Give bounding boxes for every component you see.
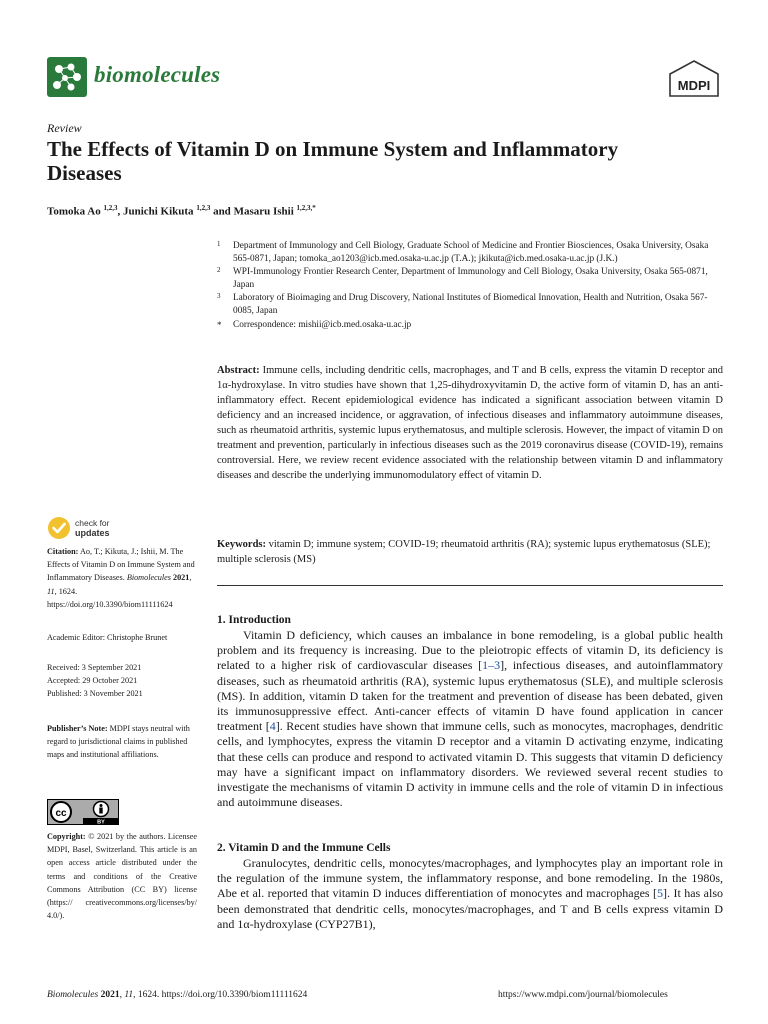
correspondence-item <box>217 319 727 332</box>
author-name: Tomoka Ao <box>47 205 101 218</box>
citation-label: Citation: <box>47 547 79 556</box>
citation-doi[interactable]: , 1624. https://doi.org/10.3390/biom11111624 <box>47 586 173 609</box>
citation-volume: 11 <box>47 586 55 596</box>
citation-year: 2021 <box>172 573 190 583</box>
abstract-text: Immune cells, including dendritic cells, macrophages, and T and B cells, express the vitamin D receptor and 1α-hydroxylase. In vitro studies have shown that 1,25-dihydroxyvitamin D, the active form of vitamin D, has an anti-inflammatory effect. Recent epidemiological evidence has indicated a significant association between vitamin D deficiency and an increased incidence, or aggravation, of infectious diseases and inflammatory autoimmune diseases, such as rheumatoid arthritis, systemic lupus erythematosus, and multiple sclerosis. However, the impact of vitamin D on treatment and prevention, particularly in infectious diseases such as the 2019 coronavirus disease (COVID-19), remains controversial. Here, we review recent evidence associated with the relationship between vitamin D and inflammatory diseases and describe the underlying immunomodulatory effect of vitamin D. <box>217 365 723 481</box>
author-separator: , <box>117 205 123 218</box>
footer-citation: Biomolecules 2021, 11, 1624. https://doi.org/10.3390/biom11111624 <box>47 990 308 1000</box>
article-title: The Effects of Vitamin D on Immune System and Inflammatory Diseases <box>47 137 619 185</box>
author-affil-marks: 1,2,3,* <box>296 204 316 212</box>
section-paragraph: Granulocytes, dendritic cells, monocytes/macrophages, and lymphocytes play an important role in the regulation of the immune system, the inflammatory response, and bone remodeling. In the 1980s, Abe et al. reported that vitamin D induces differentiation of monocytes and macrophages [5]. It has also been demonstrated that dendritic cells, monocytes/macrophages, and T and B cells express vitamin D and 1α-hydroxylase (CYP27B1), <box>217 856 723 931</box>
author-affil-marks: 1,2,3 <box>103 204 118 212</box>
dates-block <box>47 661 197 701</box>
footer-journal: Biomolecules <box>47 990 99 1000</box>
affiliation-text: WPI-Immunology Frontier Research Center, Department of Immunology and Cell Biology, Osaka University, Osaka 565-0871, Japan <box>233 267 708 290</box>
section-divider <box>217 585 723 586</box>
affiliation-text: Laboratory of Bioimaging and Drug Discovery, National Institutes of Biomedical Innovation, Health and Nutrition, Osaka 567-0085, Japan <box>233 293 708 316</box>
section-heading: 1. Introduction <box>217 614 291 626</box>
journal-logo-icon <box>47 57 87 97</box>
citation-block: Citation: Ao, T.; Kikuta, J.; Ishii, M. The Effects of Vitamin D on Immune System and Inflammatory Diseases. Biomolecules 2021, 11, 1624. https://doi.org/10.3390/biom11111624 <box>47 547 195 609</box>
abstract <box>217 363 723 483</box>
date-received: Received: 3 September 2021 <box>47 663 142 672</box>
section-heading: 2. Vitamin D and the Immune Cells <box>217 842 391 854</box>
author-list <box>47 204 316 218</box>
citation-link[interactable]: 1 <box>482 658 489 673</box>
keywords-text: vitamin D; immune system; COVID-19; rheumatoid arthritis (RA); systemic lupus erythematosus (SLE); multiple sclerosis (MS) <box>217 539 711 565</box>
section-paragraph: Vitamin D deficiency, which causes an imbalance in bone remodeling, is a global public health problem and its frequency is increasing. Due to the pleiotropic effects of vitamin D, its deficiency is related to a higher risk of cardiovascular diseases [1–3], infectious diseases, and autoinflammatory diseases, such as rheumatoid arthritis (RA), systemic lupus erythematosus (SLE), and multiple sclerosis (MS). In addition, vitamin D taken for the treatment and prevention of disease has been debated, given its immunosuppressive effect. Anti-cancer effects of vitamin D have found application in cancer treatment [4]. Recent studies have shown that immune cells, such as monocytes, macrophages, dendritic cells, and lymphocytes, express the vitamin D receptor and a vitamin D activating enzyme, indicating that these cells can produce and respond to activated vitamin D. This suggests that vitamin D deficiency may have a significant impact on inflammatory disorders. We reviewed several recent studies to investigate the mechanisms of vitamin D activity in immune cells and the role of vitamin D in infectious and autoimmune diseases. <box>217 628 724 810</box>
affiliation-item <box>217 266 727 291</box>
check-updates-line1: check for <box>75 518 110 528</box>
author-separator: and <box>210 205 234 218</box>
author-name: Masaru Ishii <box>233 205 294 218</box>
check-icon <box>48 517 70 539</box>
article-type: Review <box>47 121 82 135</box>
keywords-label: Keywords: <box>217 539 266 550</box>
citation-journal: Biomolecules <box>126 573 171 583</box>
citation-link[interactable]: 4 <box>269 719 276 734</box>
copyright-text: © 2021 by the authors. Licensee MDPI, Basel, Switzerland. This article is an open access article distributed under the terms and conditions of the Creative Commons Attribution (CC BY) license (https:// creativecommons.org/licenses/by/ 4.0/). <box>47 832 198 921</box>
check-updates-line2: updates <box>75 528 110 538</box>
citation-link[interactable]: 3 <box>494 658 501 673</box>
cc-by-license-icon[interactable] <box>47 799 119 825</box>
affiliation-mark: 2 <box>217 266 221 275</box>
date-published: Published: 3 November 2021 <box>47 689 143 699</box>
footer-journal-url[interactable]: https://www.mdpi.com/journal/biomolecules <box>498 990 668 1000</box>
keywords <box>217 537 723 567</box>
section-introduction <box>217 614 723 810</box>
footer-doi[interactable]: , 1624. https://doi.org/10.3390/biom11111624 <box>133 990 308 1000</box>
publisher-note <box>47 722 197 762</box>
journal-name: biomolecules <box>94 62 221 87</box>
affiliation-mark: 3 <box>217 292 221 301</box>
academic-editor: Academic Editor: Christophe Brunet <box>47 633 168 642</box>
date-accepted: Accepted: 29 October 2021 <box>47 676 138 686</box>
citation-link[interactable]: 5 <box>657 886 664 901</box>
publisher-note-label: Publisher’s Note: <box>47 724 108 733</box>
mdpi-logo-icon <box>668 60 720 98</box>
cc-by-label: BY <box>97 819 105 825</box>
svg-text:cc: cc <box>55 808 67 819</box>
affiliation-text: Department of Immunology and Cell Biology, Graduate School of Medicine and Frontier Biosciences, Osaka University, Osaka 565-0871, Japan; tomoka_ao1203@icb.med.osaka-u.ac.jp (T.A.); jkikuta@icb.med.osaka-u.ac.jp (J.K.) <box>233 241 709 264</box>
author-name: Junichi Kikuta <box>122 205 194 218</box>
affiliation-item <box>217 292 727 317</box>
abstract-label: Abstract: <box>217 365 260 376</box>
section-vitamin-d-immune-cells <box>217 842 723 932</box>
affiliation-mark: * <box>217 319 222 330</box>
affiliations <box>217 240 727 332</box>
publisher-name: MDPI <box>677 78 711 93</box>
affiliation-mark: 1 <box>217 240 221 248</box>
copyright-label: Copyright: <box>47 832 86 841</box>
footer-volume: 11 <box>124 990 134 1000</box>
publisher-note-text: MDPI stays neutral with regard to jurisdictional claims in published maps and institutional affiliations. <box>47 724 190 760</box>
copyright-block <box>47 830 197 922</box>
footer-year: 2021 <box>100 990 120 1000</box>
author-affil-marks: 1,2,3 <box>196 204 211 212</box>
check-for-updates-badge[interactable] <box>47 515 147 541</box>
citation-text: Ao, T.; Kikuta, J.; Ishii, M. The Effects of Vitamin D on Immune System and Inflammatory Diseases. <box>47 547 195 583</box>
correspondence-text: Correspondence: mishii@icb.med.osaka-u.ac.jp <box>233 319 412 330</box>
affiliation-item <box>217 240 727 265</box>
